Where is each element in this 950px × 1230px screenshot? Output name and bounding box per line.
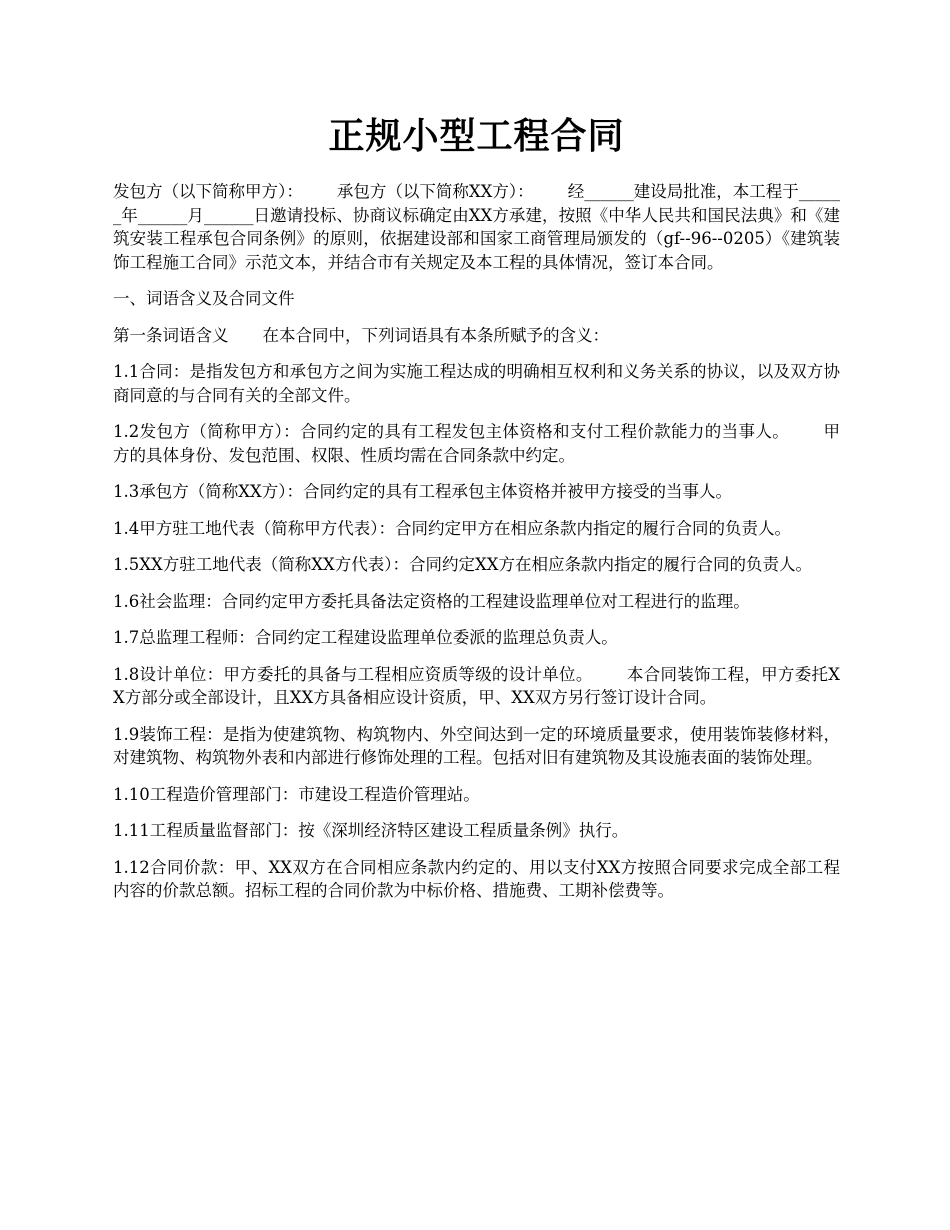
clause-1-7: 1.7总监理工程师：合同约定工程建设监理单位委派的监理总负责人。 xyxy=(113,628,618,647)
article-1-text: 在本合同中，下列词语具有本条所赋予的含义： xyxy=(262,325,609,345)
intro-body: 经______建设局批准，本工程于______年______月______日邀请投标、协商议标确定由XX方承建，按照《中华人民共和国民法典》和《建筑安装工程承包合同条例》的原则，依据建设部和国家工商管理局颁发的（gf--96--0205）《建筑装饰工程施工合同》示范文本，并结合市有关规定及本工程的具体情况，签订本合同。 xyxy=(113,182,841,272)
clause-1-8-note: 本合同装饰工程，甲方委托XX方部分或全部设计，且XX方具备相应设计资质，甲、XX双方另行签订设计合同。 xyxy=(113,664,841,707)
intro-party-b: 承包方（以下简称XX方）： xyxy=(336,182,534,201)
clause-1-4: 1.4甲方驻工地代表（简称甲方代表）：合同约定甲方在相应条款内指定的履行合同的负责人。 xyxy=(113,518,791,538)
clause-1-6: 1.6社会监理：合同约定甲方委托具备法定资格的工程建设监理单位对工程进行的监理。 xyxy=(113,591,750,611)
clause-1-2-note: 甲方的具体身份、发包范围、权限、性质均需在合同条款中约定。 xyxy=(113,422,840,465)
document-title: 正规小型工程合同 xyxy=(328,115,625,157)
clause-1-2 xyxy=(113,420,840,467)
clause-1-9: 1.9装饰工程：是指为使建筑物、构筑物内、外空间达到一定的环境质量要求，使用装饰装修材料，对建筑物、构筑物外表和内部进行修饰处理的工程。包括对旧有建筑物及其设施表面的装饰处理。 xyxy=(113,724,840,767)
document-page xyxy=(113,112,840,916)
clause-1-3: 1.3承包方（简称XX方）：合同约定的具有工程承包主体资格并被甲方接受的当事人。 xyxy=(113,482,732,501)
clause-1-10: 1.10工程造价管理部门：市建设工程造价管理站。 xyxy=(113,784,480,804)
clause-1-8-definition: 1.8设计单位：甲方委托的具备与工程相应资质等级的设计单位。 xyxy=(113,664,593,684)
section-heading: 一、词语含义及合同文件 xyxy=(113,289,295,308)
intro-paragraph xyxy=(113,180,840,274)
clause-1-5: 1.5XX方驻工地代表（简称XX方代表）：合同约定XX方在相应条款内指定的履行合同的负责人。 xyxy=(113,555,812,574)
clause-1-8 xyxy=(113,663,840,710)
clause-1-11: 1.11工程质量监督部门：按《深圳经济特区建设工程质量条例》执行。 xyxy=(113,821,629,840)
intro-party-a: 发包方（以下简称甲方）： xyxy=(113,182,303,201)
clause-1-12: 1.12合同价款：甲、XX双方在合同相应条款内约定的、用以支付XX方按照合同要求完成全部工程内容的价款总额。招标工程的合同价款为中标价格、措施费、工期补偿费等。 xyxy=(113,857,840,900)
article-1 xyxy=(113,324,840,348)
clause-1-1: 1.1合同：是指发包方和承包方之间为实施工程达成的明确相互权利和义务关系的协议，以及双方协商同意的与合同有关的全部文件。 xyxy=(113,362,840,405)
article-1-label: 第一条词语含义 xyxy=(113,325,229,345)
clause-1-2-definition: 1.2发包方（简称甲方）：合同约定的具有工程发包主体资格和支付工程价款能力的当事人。 xyxy=(113,422,790,441)
